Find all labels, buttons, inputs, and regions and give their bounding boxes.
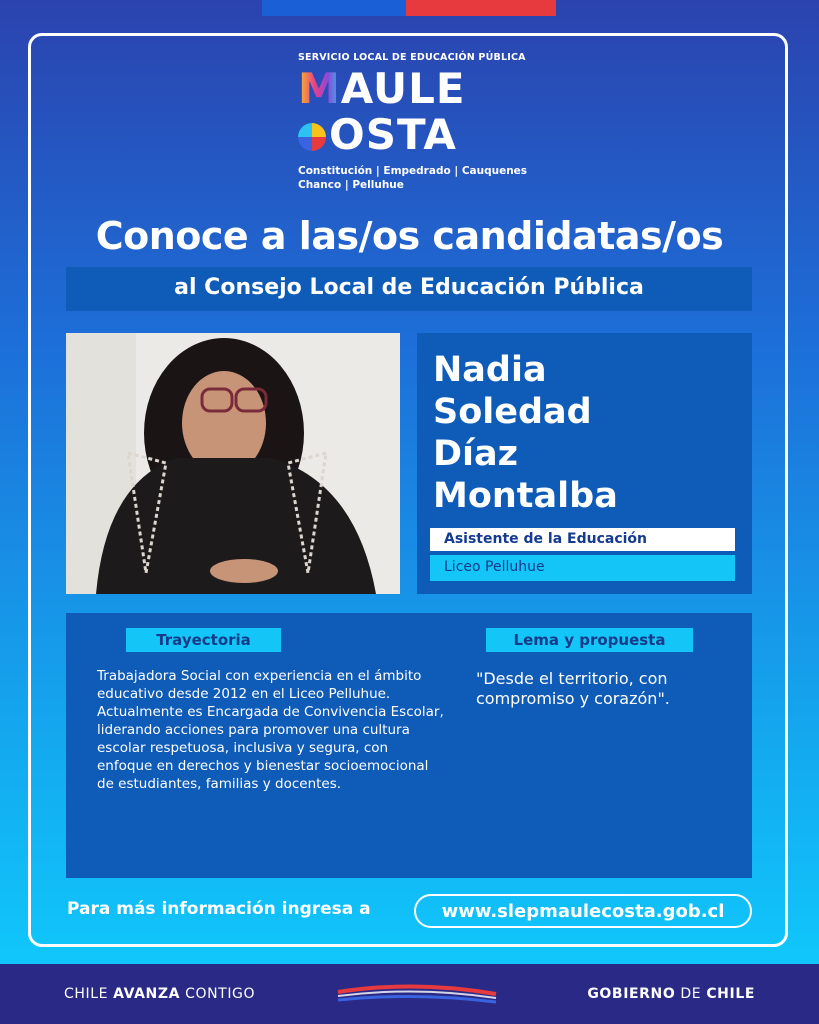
- website-url[interactable]: www.slepmaulecosta.gob.cl: [441, 901, 725, 922]
- website-link[interactable]: [414, 894, 752, 928]
- subtitle: al Consejo Local de Educación Pública: [174, 275, 644, 300]
- info-panel: [66, 613, 752, 878]
- school-text: Liceo Pelluhue: [444, 559, 545, 575]
- subtitle-bar: [66, 267, 752, 311]
- candidate-name: [433, 349, 618, 517]
- logo-line1-rest: AULE: [340, 64, 466, 113]
- name-line-3: Díaz: [433, 434, 519, 474]
- org-label: SERVICIO LOCAL DE EDUCACIÓN PÚBLICA: [298, 52, 526, 63]
- flag-stripe-red: [406, 0, 556, 16]
- flag-swoosh-icon: [336, 982, 500, 1006]
- name-line-2: Soledad: [433, 392, 592, 432]
- lema-text: "Desde el territorio, con compromiso y corazón".: [476, 669, 670, 708]
- school-badge: [430, 555, 735, 581]
- headline: Conoce a las/os candidatas/os: [95, 214, 724, 258]
- footer-left-b: AVANZA: [113, 986, 181, 1002]
- logo-m: M: [298, 64, 341, 113]
- candidate-portrait-icon: [66, 333, 400, 594]
- footer-left-c: CONTIGO: [180, 986, 256, 1002]
- more-info-text: Para más información ingresa a: [67, 899, 371, 919]
- communes-list: [298, 164, 527, 192]
- candidate-photo: [66, 333, 400, 594]
- role-badge: [430, 528, 735, 551]
- trayectoria-label: Trayectoria: [126, 628, 281, 652]
- footer-right-a: GOBIERNO: [587, 986, 676, 1002]
- footer-right-c: CHILE: [706, 986, 755, 1002]
- flag-stripe-blue: [262, 0, 408, 16]
- logo-c-icon: [298, 123, 326, 151]
- chile-avanza-contigo: [64, 986, 255, 1002]
- candidate-panel: [417, 333, 752, 594]
- lema-label: Lema y propuesta: [486, 628, 693, 652]
- logo-line2-rest: OSTA: [329, 110, 457, 159]
- footer-right-b: DE: [675, 986, 707, 1002]
- role-text: Asistente de la Educación: [444, 531, 648, 547]
- communes-line-2: Chanco | Pelluhue: [298, 179, 404, 191]
- footer-left-a: CHILE: [64, 986, 114, 1002]
- name-line-1: Nadia: [433, 350, 547, 390]
- maule-costa-logo: [298, 66, 466, 158]
- name-line-4: Montalba: [433, 476, 618, 516]
- trayectoria-text: Trabajadora Social con experiencia en el ámbito educativo desde 2012 en el Liceo Pelluhue. Actualmente es Encargada de Convivencia Escolar, liderando acciones para promover una cultura escolar respetuosa, inclusiva y segura, con enfoque en derechos y bienestar socioemocional de estudiantes, familias y docentes.: [97, 668, 444, 792]
- footer-bar: [0, 964, 819, 1024]
- gobierno-de-chile: [587, 986, 755, 1002]
- communes-line-1: Constitución | Empedrado | Cauquenes: [298, 165, 528, 177]
